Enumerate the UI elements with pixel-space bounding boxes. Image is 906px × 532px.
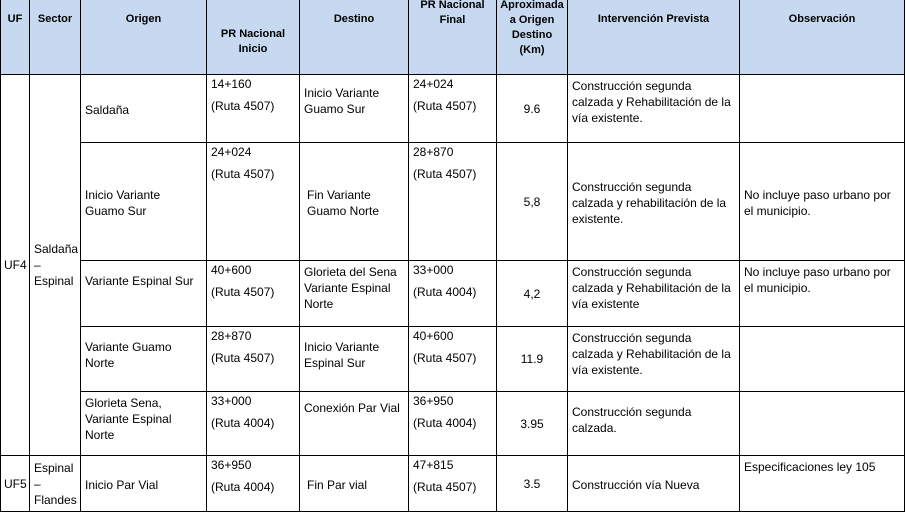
origen-cell: Variante Guamo Norte <box>81 327 207 392</box>
origen-cell: Inicio Par Vial <box>81 456 207 512</box>
pr-final-ruta: (Ruta 4507) <box>413 167 477 181</box>
destino-cell: Conexión Par Vial <box>300 392 409 456</box>
origen-cell: Glorieta Sena, Variante Espinal Norte <box>81 392 207 456</box>
header-intervencion: Intervención Prevista <box>568 0 740 75</box>
table-row <box>1 143 905 261</box>
table-row <box>1 261 905 327</box>
uf-cell: UF4 <box>1 75 30 456</box>
pr-final-cell <box>409 75 497 143</box>
pr-inicio-cell <box>207 75 300 143</box>
pr-inicio-value: 33+000 <box>211 394 252 408</box>
header-distancia: Aproximada a Origen Destino (Km) <box>497 0 568 75</box>
pr-final-cell <box>409 143 497 261</box>
origen-cell: Inicio Variante Guamo Sur <box>81 143 207 261</box>
pr-final-value: 28+870 <box>413 145 454 159</box>
pr-final-value: 36+950 <box>413 394 454 408</box>
pr-final-value: 47+815 <box>413 458 454 472</box>
destino-cell: Fin Variante Guamo Norte <box>300 143 409 261</box>
destino-cell: Fin Par vial <box>300 456 409 512</box>
pr-inicio-ruta: (Ruta 4507) <box>211 99 275 113</box>
observacion-cell <box>740 75 905 143</box>
intervencion-cell: Construcción vía Nueva <box>568 456 740 512</box>
pr-inicio-cell <box>207 143 300 261</box>
pr-inicio-value: 40+600 <box>211 263 252 277</box>
pr-final-value: 40+600 <box>413 329 454 343</box>
distancia-cell: 3.95 <box>497 392 568 456</box>
destino-cell: Inicio Variante Guamo Sur <box>300 75 409 143</box>
pr-inicio-cell <box>207 392 300 456</box>
destino-cell: Glorieta del Sena Variante Espinal Norte <box>300 261 409 327</box>
pr-inicio-cell <box>207 456 300 512</box>
observacion-cell: No incluye paso urbano por el municipio. <box>740 143 905 261</box>
observacion-cell <box>740 327 905 392</box>
distancia-cell: 5,8 <box>497 143 568 261</box>
distancia-cell: 4,2 <box>497 261 568 327</box>
intervencion-cell: Construcción segunda calzada. <box>568 392 740 456</box>
pr-final-ruta: (Ruta 4004) <box>413 416 477 430</box>
pr-inicio-value: 28+870 <box>211 329 252 343</box>
table-row <box>1 392 905 456</box>
intervencion-cell: Construcción segunda calzada y Rehabilitación de la vía existente. <box>568 75 740 143</box>
header-origen: Origen <box>81 0 207 75</box>
pr-final-ruta: (Ruta 4004) <box>413 285 477 299</box>
pr-final-cell <box>409 456 497 512</box>
pr-final-ruta: (Ruta 4507) <box>413 480 477 494</box>
table-row <box>1 75 905 143</box>
destino-cell: Inicio Variante Espinal Sur <box>300 327 409 392</box>
header-pr-final: PR Nacional Final <box>409 0 497 75</box>
origen-cell: Variante Espinal Sur <box>81 261 207 327</box>
intervencion-cell: Construcción segunda calzada y Rehabilitación de la vía existente <box>568 261 740 327</box>
pr-final-cell <box>409 327 497 392</box>
intervencion-cell: Construcción segunda calzada y Rehabilitación de la vía existente. <box>568 327 740 392</box>
header-uf: UF <box>1 0 30 75</box>
pr-final-value: 33+000 <box>413 263 454 277</box>
pr-inicio-ruta: (Ruta 4507) <box>211 285 275 299</box>
pr-inicio-ruta: (Ruta 4507) <box>211 351 275 365</box>
uf-cell: UF5 <box>1 456 30 512</box>
sector-cell: Espinal – Flandes <box>30 456 81 512</box>
observacion-cell <box>740 392 905 456</box>
table-row <box>1 327 905 392</box>
pr-final-ruta: (Ruta 4507) <box>413 99 477 113</box>
pr-inicio-cell <box>207 327 300 392</box>
pr-inicio-ruta: (Ruta 4507) <box>211 167 275 181</box>
header-observacion: Observación <box>740 0 905 75</box>
distancia-cell: 3.5 <box>497 456 568 512</box>
distancia-cell: 9.6 <box>497 75 568 143</box>
table-row <box>1 456 905 512</box>
pr-final-ruta: (Ruta 4507) <box>413 351 477 365</box>
header-destino: Destino <box>300 0 409 75</box>
pr-inicio-value: 24+024 <box>211 145 252 159</box>
pr-final-cell <box>409 392 497 456</box>
observacion-cell: No incluye paso urbano por el municipio. <box>740 261 905 327</box>
pr-final-value: 24+024 <box>413 77 454 91</box>
intervencion-cell: Construcción segunda calzada y rehabilitación de la existente. <box>568 143 740 261</box>
pr-inicio-value: 36+950 <box>211 458 252 472</box>
pr-final-cell <box>409 261 497 327</box>
origen-cell: Saldaña <box>81 75 207 143</box>
pr-inicio-ruta: (Ruta 4004) <box>211 480 275 494</box>
header-pr-inicio: PR Nacional Inicio <box>207 0 300 75</box>
sector-cell: Saldaña – Espinal <box>30 75 81 456</box>
pr-inicio-ruta: (Ruta 4004) <box>211 416 275 430</box>
pr-inicio-cell <box>207 261 300 327</box>
header-row <box>1 0 905 75</box>
distancia-cell: 11.9 <box>497 327 568 392</box>
pr-inicio-value: 14+160 <box>211 77 252 91</box>
observacion-cell: Especificaciones ley 105 <box>740 456 905 512</box>
header-sector: Sector <box>30 0 81 75</box>
